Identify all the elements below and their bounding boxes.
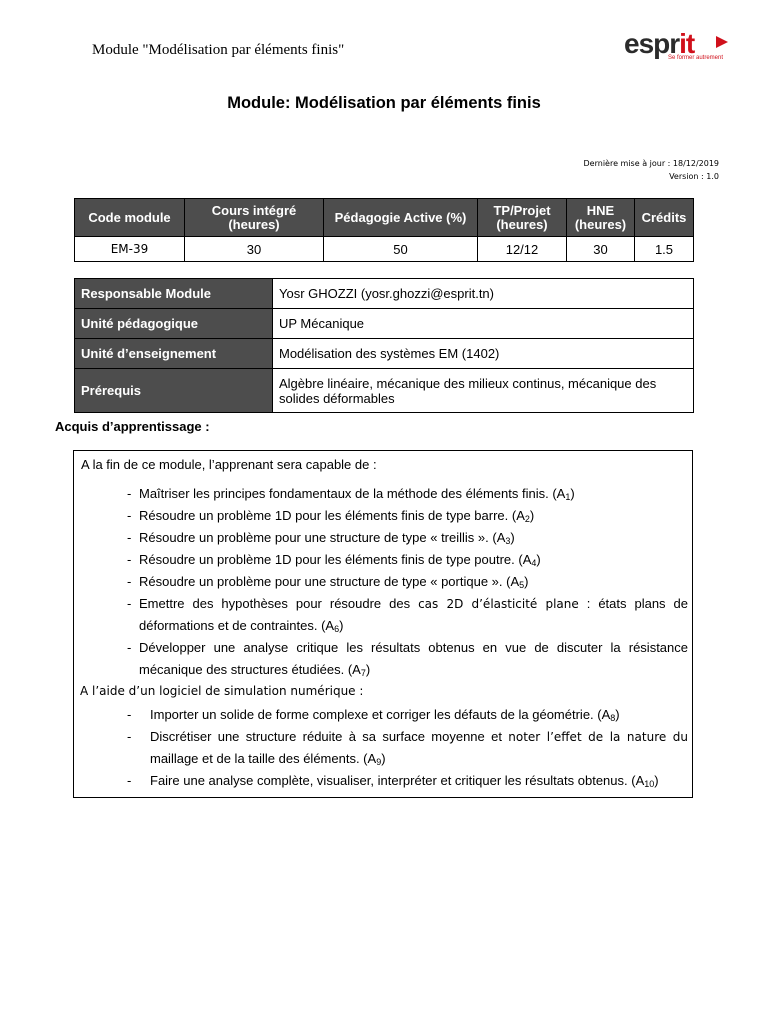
label-responsable: Responsable Module: [75, 279, 273, 309]
page-title: Module: Modélisation par éléments finis: [227, 94, 541, 112]
info-row-unite-pedagogique: [75, 309, 694, 339]
bullet: -: [127, 596, 132, 611]
label-unite-enseignement: Unité d’enseignement: [75, 339, 273, 369]
value-unite-enseignement: Modélisation des systèmes EM (1402): [273, 339, 694, 369]
info-row-unite-enseignement: [75, 339, 694, 369]
document-header-title: Module "Modélisation par éléments finis": [92, 42, 345, 58]
module-summary-table: [74, 198, 694, 262]
software-item-continued: maillage et de la taille des éléments. $(A_9)$: [150, 751, 386, 767]
label-prerequis: Prérequis: [75, 369, 273, 413]
info-row-prerequis: [75, 369, 694, 413]
outcome-item: Développer une analyse critique les résultats obtenus en vue de discuter la résistance: [139, 640, 688, 655]
logo-flag-icon: [716, 36, 728, 48]
esprit-logo: [624, 28, 730, 64]
document-meta: [584, 157, 719, 183]
outcome-item: Maîtriser les principes fondamentaux de la méthode des éléments finis. $(A_1)$: [139, 486, 575, 502]
acquis-heading: Acquis d’apprentissage :: [55, 419, 210, 434]
outcome-item: Résoudre un problème 1D pour les éléments finis de type poutre. $(A_4)$: [139, 552, 541, 568]
value-prerequis: Algèbre linéaire, mécanique des milieux continus, mécanique des solides déformables: [273, 369, 694, 413]
module-info-table: [74, 278, 694, 413]
outcome-item: Résoudre un problème pour une structure de type « treillis ». $(A_3)$: [139, 530, 515, 546]
bullet: -: [127, 530, 132, 545]
logo-wordmark: esprit: [624, 28, 695, 59]
outcome-item: Emettre des hypothèses pour résoudre des cas 2D d’élasticité plane : états plans de: [139, 596, 688, 611]
value-pedagogie-active: 50: [324, 237, 478, 262]
software-item: Importer un solide de forme complexe et corriger les défauts de la géométrie. $(A_8)$: [150, 707, 620, 723]
bullet: -: [127, 508, 132, 523]
header-pedagogie-active: Pédagogie Active (%): [324, 199, 478, 237]
version: Version : 1.0: [669, 172, 719, 181]
outcome-item: Résoudre un problème pour une structure de type « portique ». $(A_5)$: [139, 574, 529, 590]
bullet: -: [127, 486, 132, 501]
value-code-module: EM-39: [75, 237, 185, 262]
value-credits: 1.5: [635, 237, 694, 262]
summary-value-row: [75, 237, 694, 262]
info-row-responsable: [75, 279, 694, 309]
value-hne: 30: [567, 237, 635, 262]
value-unite-pedagogique: UP Mécanique: [273, 309, 694, 339]
outcome-item-continued: mécanique des structures étudiées. $(A_7)$: [139, 662, 371, 678]
software-item: Discrétiser une structure réduite à sa surface moyenne et noter l’effet de la nature du: [150, 729, 688, 744]
summary-header-row: [75, 199, 694, 237]
value-tp-projet: 12/12: [478, 237, 567, 262]
header-cours-integre: Cours intégré (heures): [185, 199, 324, 237]
learning-outcomes-box: [73, 450, 693, 798]
bullet: -: [127, 773, 132, 788]
value-responsable: Yosr GHOZZI (yosr.ghozzi@esprit.tn): [273, 279, 694, 309]
outcome-item: Résoudre un problème 1D pour les éléments finis de type barre. $(A_2)$: [139, 508, 535, 524]
header-credits: Crédits: [635, 199, 694, 237]
bullet: -: [127, 729, 132, 744]
header-code-module: Code module: [75, 199, 185, 237]
outcome-item-continued: déformations et de contraintes. $(A_6)$: [139, 618, 344, 634]
header-tp-projet: TP/Projet (heures): [478, 199, 567, 237]
logo-tagline: Se former autrement: [668, 55, 724, 61]
software-item: Faire une analyse complète, visualiser, interpréter et critiquer les résultats obtenus. $(A_{10})$: [150, 773, 659, 789]
bullet: -: [127, 640, 132, 655]
bullet: -: [127, 707, 132, 722]
label-unite-pedagogique: Unité pédagogique: [75, 309, 273, 339]
last-update: Dernière mise à jour : 18/12/2019: [583, 159, 719, 168]
bullet: -: [127, 552, 132, 567]
outcomes-intro: A la fin de ce module, l’apprenant sera capable de :: [81, 457, 377, 472]
software-intro: A l’aide d’un logiciel de simulation numérique :: [80, 684, 364, 698]
bullet: -: [127, 574, 132, 589]
header-hne: HNE (heures): [567, 199, 635, 237]
value-cours-integre: 30: [185, 237, 324, 262]
